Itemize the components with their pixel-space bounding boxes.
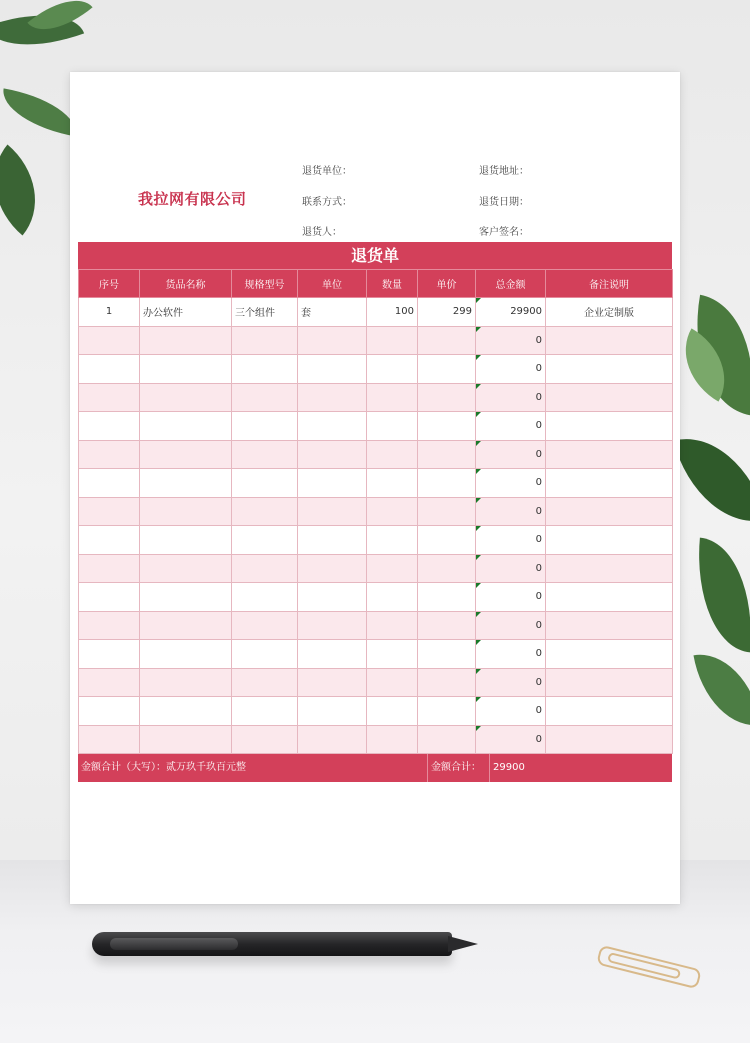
cell-index[interactable] xyxy=(79,554,140,583)
cell-remark[interactable] xyxy=(546,440,673,469)
cell-spec[interactable] xyxy=(232,497,298,526)
cell-total[interactable]: 0 xyxy=(476,725,546,754)
cell-qty[interactable] xyxy=(367,697,418,726)
header-name: 货品名称 xyxy=(140,270,232,298)
cell-unit[interactable] xyxy=(298,412,367,441)
cell-spec[interactable] xyxy=(232,583,298,612)
cell-price[interactable] xyxy=(418,383,476,412)
amount-in-words: 金额合计（大写）：贰万玖千玖百元整 xyxy=(78,754,428,782)
return-table xyxy=(78,242,672,782)
cell-name[interactable] xyxy=(140,412,232,441)
table-row xyxy=(79,298,673,327)
cell-index[interactable] xyxy=(79,668,140,697)
cell-unit[interactable] xyxy=(298,583,367,612)
cell-price[interactable] xyxy=(418,355,476,384)
items-table xyxy=(78,269,673,754)
table-row xyxy=(79,697,673,726)
cell-spec[interactable] xyxy=(232,526,298,555)
cell-index[interactable] xyxy=(79,611,140,640)
cell-unit[interactable] xyxy=(298,497,367,526)
contact-label: 联系方式： xyxy=(302,197,352,208)
amount-total-value: 29900 xyxy=(493,762,525,773)
cell-price[interactable] xyxy=(418,469,476,498)
cell-index[interactable] xyxy=(79,697,140,726)
header-remark: 备注说明 xyxy=(546,270,673,298)
cell-spec[interactable] xyxy=(232,611,298,640)
cell-index[interactable] xyxy=(79,497,140,526)
return-form-sheet xyxy=(70,72,680,904)
cell-name[interactable] xyxy=(140,668,232,697)
cell-remark[interactable] xyxy=(546,583,673,612)
cell-total[interactable]: 0 xyxy=(476,640,546,669)
cell-spec[interactable] xyxy=(232,355,298,384)
header-price: 单价 xyxy=(418,270,476,298)
cell-index[interactable] xyxy=(79,383,140,412)
return-address-label: 退货地址： xyxy=(479,166,529,177)
cell-spec[interactable] xyxy=(232,469,298,498)
cell-price[interactable] xyxy=(418,412,476,441)
cell-remark[interactable] xyxy=(546,326,673,355)
cell-spec[interactable] xyxy=(232,640,298,669)
cell-total[interactable]: 0 xyxy=(476,526,546,555)
table-row xyxy=(79,583,673,612)
cell-index[interactable] xyxy=(79,725,140,754)
cell-spec[interactable]: 三个组件 xyxy=(232,298,298,327)
cell-price[interactable] xyxy=(418,725,476,754)
company-name: 我拉网有限公司 xyxy=(138,190,247,208)
cell-total[interactable]: 0 xyxy=(476,469,546,498)
cell-spec[interactable] xyxy=(232,412,298,441)
cell-price[interactable] xyxy=(418,668,476,697)
table-row xyxy=(79,355,673,384)
cell-index[interactable] xyxy=(79,440,140,469)
table-row xyxy=(79,497,673,526)
return-unit-label: 退货单位： xyxy=(302,166,352,177)
cell-remark[interactable] xyxy=(546,355,673,384)
cell-total[interactable]: 0 xyxy=(476,583,546,612)
cell-unit[interactable] xyxy=(298,440,367,469)
cell-spec[interactable] xyxy=(232,725,298,754)
cell-spec[interactable] xyxy=(232,383,298,412)
cell-name[interactable] xyxy=(140,583,232,612)
header-total: 总金额 xyxy=(476,270,546,298)
cell-qty[interactable]: 100 xyxy=(367,298,418,327)
cell-unit[interactable] xyxy=(298,355,367,384)
cell-price[interactable] xyxy=(418,526,476,555)
cell-index[interactable] xyxy=(79,412,140,441)
cell-index[interactable] xyxy=(79,326,140,355)
cell-total[interactable]: 0 xyxy=(476,697,546,726)
cell-remark[interactable]: 企业定制版 xyxy=(546,298,673,327)
cell-remark[interactable] xyxy=(546,554,673,583)
pen-clip xyxy=(110,938,238,950)
cell-unit[interactable] xyxy=(298,326,367,355)
cell-unit[interactable] xyxy=(298,640,367,669)
header-index: 序号 xyxy=(79,270,140,298)
cell-spec[interactable] xyxy=(232,554,298,583)
cell-qty[interactable] xyxy=(367,355,418,384)
cell-unit[interactable] xyxy=(298,668,367,697)
cell-total[interactable]: 0 xyxy=(476,326,546,355)
cell-spec[interactable] xyxy=(232,440,298,469)
cell-qty[interactable] xyxy=(367,554,418,583)
cell-qty[interactable] xyxy=(367,469,418,498)
cell-qty[interactable] xyxy=(367,412,418,441)
cell-price[interactable] xyxy=(418,440,476,469)
cell-name[interactable] xyxy=(140,554,232,583)
cell-index[interactable] xyxy=(79,526,140,555)
cell-total[interactable]: 0 xyxy=(476,668,546,697)
table-title: 退货单 xyxy=(78,242,672,269)
cell-total[interactable]: 0 xyxy=(476,611,546,640)
cell-qty[interactable] xyxy=(367,583,418,612)
cell-qty[interactable] xyxy=(367,526,418,555)
cell-total[interactable]: 29900 xyxy=(476,298,546,327)
cell-name[interactable] xyxy=(140,440,232,469)
cell-unit[interactable] xyxy=(298,469,367,498)
cell-unit[interactable] xyxy=(298,526,367,555)
cell-unit[interactable] xyxy=(298,697,367,726)
table-row xyxy=(79,412,673,441)
cell-total[interactable]: 0 xyxy=(476,440,546,469)
cell-name[interactable] xyxy=(140,326,232,355)
cell-price[interactable] xyxy=(418,497,476,526)
cell-remark[interactable] xyxy=(546,497,673,526)
table-row xyxy=(79,554,673,583)
amount-total-label: 金额合计： xyxy=(428,754,490,782)
cell-price[interactable] xyxy=(418,611,476,640)
cell-unit[interactable]: 套 xyxy=(298,298,367,327)
cell-unit[interactable] xyxy=(298,725,367,754)
header-qty: 数量 xyxy=(367,270,418,298)
cell-remark[interactable] xyxy=(546,383,673,412)
table-row xyxy=(79,326,673,355)
cell-name[interactable] xyxy=(140,526,232,555)
cell-name[interactable] xyxy=(140,469,232,498)
cell-qty[interactable] xyxy=(367,668,418,697)
totals-footer xyxy=(78,754,672,782)
cell-name[interactable]: 办公软件 xyxy=(140,298,232,327)
cell-qty[interactable] xyxy=(367,497,418,526)
cell-remark[interactable] xyxy=(546,526,673,555)
table-row xyxy=(79,469,673,498)
table-row xyxy=(79,440,673,469)
cell-total[interactable]: 0 xyxy=(476,355,546,384)
cell-qty[interactable] xyxy=(367,326,418,355)
table-row xyxy=(79,668,673,697)
cell-index[interactable] xyxy=(79,583,140,612)
cell-price[interactable] xyxy=(418,326,476,355)
cell-remark[interactable] xyxy=(546,469,673,498)
cell-name[interactable] xyxy=(140,725,232,754)
table-header-row xyxy=(79,270,673,298)
cell-total[interactable]: 0 xyxy=(476,554,546,583)
cell-price[interactable] xyxy=(418,697,476,726)
header-spec: 规格型号 xyxy=(232,270,298,298)
returner-label: 退货人： xyxy=(302,227,342,238)
cell-qty[interactable] xyxy=(367,611,418,640)
cell-qty[interactable] xyxy=(367,640,418,669)
cell-price[interactable] xyxy=(418,554,476,583)
cell-index[interactable] xyxy=(79,469,140,498)
cell-price[interactable] xyxy=(418,640,476,669)
cell-unit[interactable] xyxy=(298,383,367,412)
cell-name[interactable] xyxy=(140,640,232,669)
cell-remark[interactable] xyxy=(546,668,673,697)
cell-unit[interactable] xyxy=(298,611,367,640)
cell-total[interactable]: 0 xyxy=(476,497,546,526)
header-unit: 单位 xyxy=(298,270,367,298)
cell-index[interactable] xyxy=(79,640,140,669)
cell-name[interactable] xyxy=(140,355,232,384)
cell-price[interactable] xyxy=(418,583,476,612)
cell-name[interactable] xyxy=(140,697,232,726)
pen-tip xyxy=(448,936,478,952)
cell-name[interactable] xyxy=(140,383,232,412)
cell-spec[interactable] xyxy=(232,326,298,355)
cell-remark[interactable] xyxy=(546,611,673,640)
cell-total[interactable]: 0 xyxy=(476,383,546,412)
table-row xyxy=(79,640,673,669)
cell-qty[interactable] xyxy=(367,440,418,469)
cell-spec[interactable] xyxy=(232,697,298,726)
table-row xyxy=(79,725,673,754)
cell-qty[interactable] xyxy=(367,383,418,412)
cell-index[interactable] xyxy=(79,355,140,384)
cell-remark[interactable] xyxy=(546,412,673,441)
cell-remark[interactable] xyxy=(546,640,673,669)
table-row xyxy=(79,611,673,640)
cell-name[interactable] xyxy=(140,497,232,526)
cell-price[interactable]: 299 xyxy=(418,298,476,327)
cell-remark[interactable] xyxy=(546,725,673,754)
cell-qty[interactable] xyxy=(367,725,418,754)
return-date-label: 退货日期： xyxy=(479,197,529,208)
customer-sign-label: 客户签名： xyxy=(479,227,529,238)
cell-remark[interactable] xyxy=(546,697,673,726)
cell-spec[interactable] xyxy=(232,668,298,697)
table-row xyxy=(79,526,673,555)
cell-unit[interactable] xyxy=(298,554,367,583)
cell-name[interactable] xyxy=(140,611,232,640)
cell-total[interactable]: 0 xyxy=(476,412,546,441)
table-row xyxy=(79,383,673,412)
cell-index[interactable]: 1 xyxy=(79,298,140,327)
